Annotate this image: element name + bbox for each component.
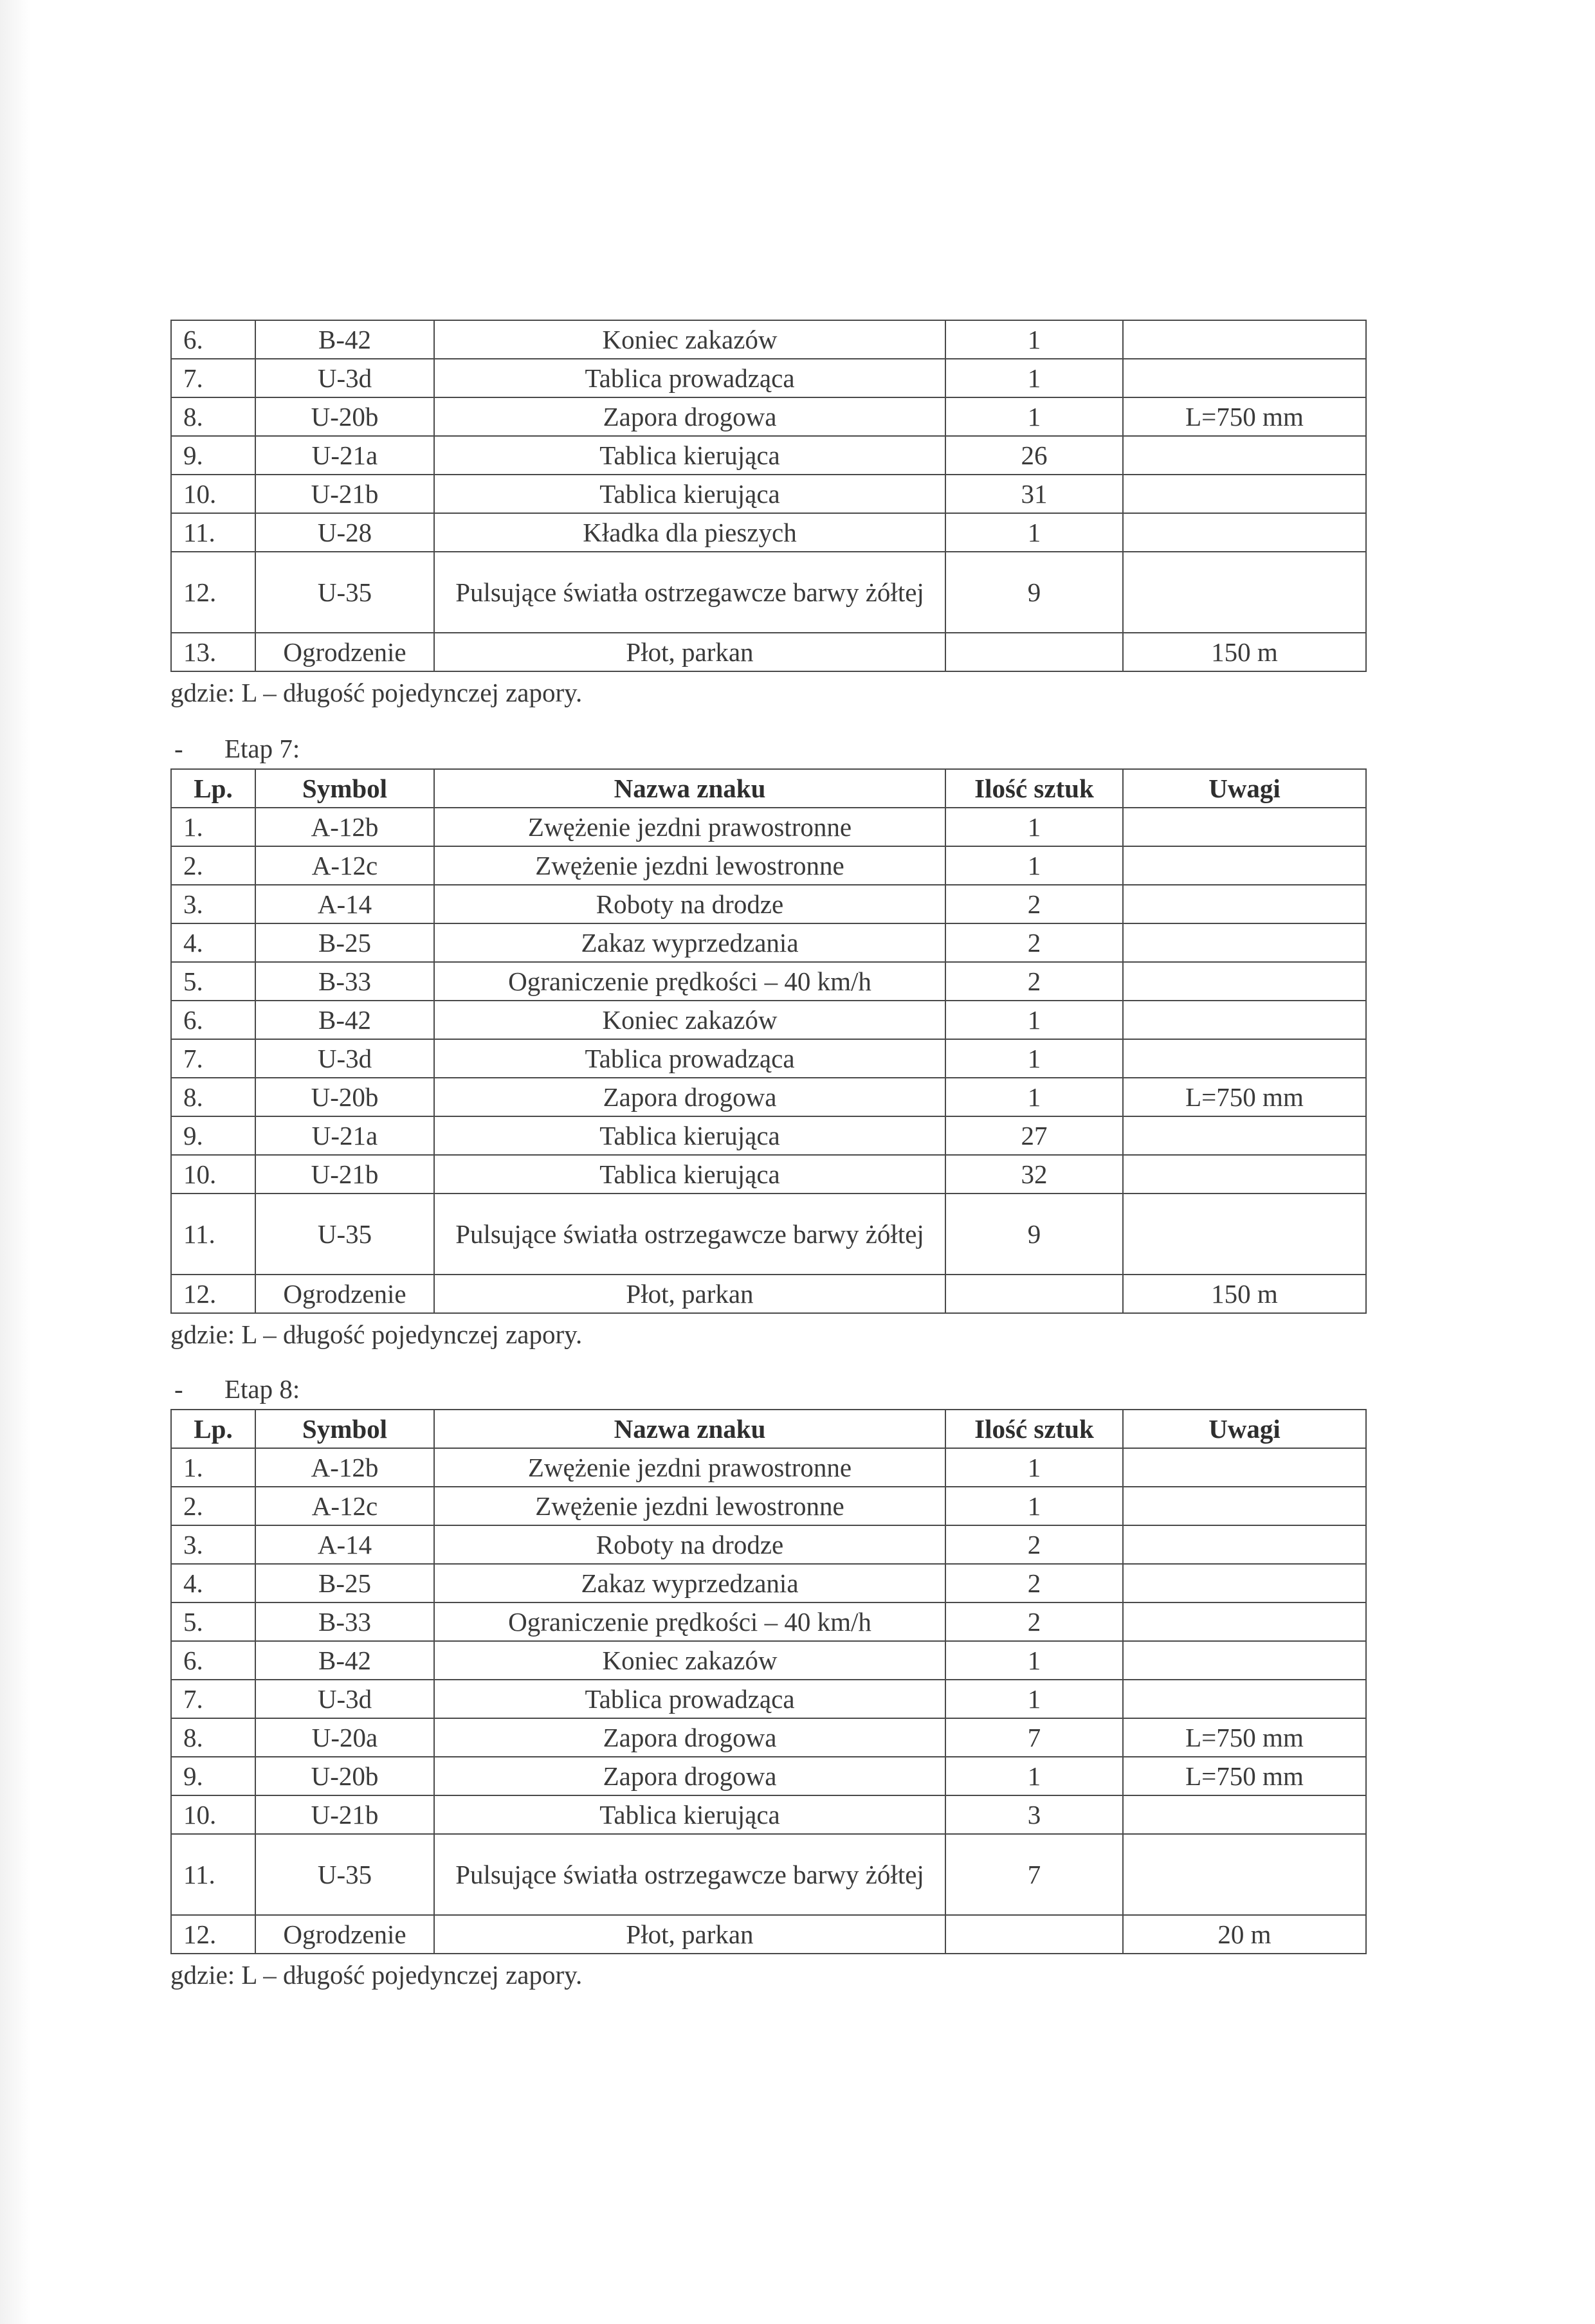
- header-name: Nazwa znaku: [434, 769, 945, 808]
- cell-name: Koniec zakazów: [434, 1001, 945, 1039]
- cell-lp: 10.: [171, 475, 255, 513]
- cell-name: Tablica kierująca: [434, 1795, 945, 1834]
- cell-symbol: U-20b: [255, 1757, 434, 1795]
- cell-lp: 13.: [171, 633, 255, 671]
- cell-name: Tablica kierująca: [434, 436, 945, 475]
- table-row: [171, 1757, 1366, 1795]
- cell-lp: 2.: [171, 1487, 255, 1525]
- cell-symbol: A-14: [255, 1525, 434, 1564]
- footnote: gdzie: L – długość pojedynczej zapory.: [170, 1960, 583, 1990]
- table-row: [171, 397, 1366, 436]
- table-row: [171, 808, 1366, 846]
- cell-qty: 7: [945, 1834, 1123, 1915]
- cell-note: [1123, 1487, 1366, 1525]
- cell-note: [1123, 1039, 1366, 1078]
- cell-lp: 6.: [171, 1641, 255, 1680]
- table-row: [171, 1487, 1366, 1525]
- table-row: [171, 1915, 1366, 1954]
- cell-symbol: U-21b: [255, 1155, 434, 1194]
- cell-lp: 3.: [171, 1525, 255, 1564]
- cell-qty: [945, 633, 1123, 671]
- cell-name: Zapora drogowa: [434, 1718, 945, 1757]
- cell-symbol: U-20b: [255, 1078, 434, 1116]
- cell-name: Koniec zakazów: [434, 320, 945, 359]
- cell-note: [1123, 1448, 1366, 1487]
- table-row: [171, 1078, 1366, 1116]
- cell-qty: 1: [945, 1001, 1123, 1039]
- footnote: gdzie: L – długość pojedynczej zapory.: [170, 1320, 583, 1350]
- heading-dash: -: [174, 734, 183, 763]
- cell-name: Zwężenie jezdni prawostronne: [434, 808, 945, 846]
- cell-symbol: B-42: [255, 1641, 434, 1680]
- cell-symbol: A-12b: [255, 808, 434, 846]
- cell-name: Pulsujące światła ostrzegawcze barwy żółtej: [434, 1834, 945, 1915]
- cell-lp: 12.: [171, 552, 255, 633]
- cell-symbol: Ogrodzenie: [255, 1275, 434, 1313]
- cell-lp: 8.: [171, 1078, 255, 1116]
- table-header-row: [171, 769, 1366, 808]
- header-symbol: Symbol: [255, 769, 434, 808]
- cell-lp: 1.: [171, 1448, 255, 1487]
- cell-qty: 2: [945, 962, 1123, 1001]
- cell-symbol: A-12b: [255, 1448, 434, 1487]
- cell-name: Ograniczenie prędkości – 40 km/h: [434, 1602, 945, 1641]
- cell-symbol: B-33: [255, 962, 434, 1001]
- section-continuation: [170, 320, 1365, 709]
- cell-qty: 2: [945, 1564, 1123, 1602]
- cell-name: Roboty na drodze: [434, 1525, 945, 1564]
- cell-name: Tablica kierująca: [434, 475, 945, 513]
- cell-symbol: U-20b: [255, 397, 434, 436]
- cell-lp: 8.: [171, 397, 255, 436]
- cell-note: [1123, 1525, 1366, 1564]
- cell-qty: 1: [945, 513, 1123, 552]
- cell-name: Tablica kierująca: [434, 1155, 945, 1194]
- cell-qty: 3: [945, 1795, 1123, 1834]
- cell-lp: 6.: [171, 320, 255, 359]
- cell-symbol: B-25: [255, 923, 434, 962]
- cell-qty: 2: [945, 1525, 1123, 1564]
- table-row: [171, 552, 1366, 633]
- cell-symbol: A-14: [255, 885, 434, 923]
- cell-symbol: U-21a: [255, 436, 434, 475]
- cell-lp: 11.: [171, 513, 255, 552]
- header-lp: Lp.: [171, 769, 255, 808]
- cell-name: Zwężenie jezdni lewostronne: [434, 1487, 945, 1525]
- table-row: [171, 885, 1366, 923]
- cell-qty: 1: [945, 1641, 1123, 1680]
- cell-note: 150 m: [1123, 1275, 1366, 1313]
- cell-name: Zapora drogowa: [434, 1078, 945, 1116]
- cell-symbol: Ogrodzenie: [255, 633, 434, 671]
- section-etap-8: [170, 1374, 1365, 1991]
- cell-lp: 9.: [171, 1757, 255, 1795]
- cell-name: Tablica prowadząca: [434, 1680, 945, 1718]
- table-row: [171, 1275, 1366, 1313]
- cell-qty: [945, 1915, 1123, 1954]
- cell-qty: 1: [945, 1680, 1123, 1718]
- cell-qty: 1: [945, 1757, 1123, 1795]
- scan-edge-shadow: [0, 0, 31, 2324]
- cell-symbol: U-3d: [255, 359, 434, 397]
- cell-symbol: B-42: [255, 320, 434, 359]
- cell-qty: 1: [945, 1448, 1123, 1487]
- cell-note: [1123, 808, 1366, 846]
- cell-lp: 5.: [171, 1602, 255, 1641]
- cell-lp: 1.: [171, 808, 255, 846]
- cell-note: L=750 mm: [1123, 1718, 1366, 1757]
- cell-lp: 12.: [171, 1915, 255, 1954]
- cell-qty: 2: [945, 923, 1123, 962]
- cell-lp: 8.: [171, 1718, 255, 1757]
- cell-symbol: U-35: [255, 1194, 434, 1275]
- cell-qty: 27: [945, 1116, 1123, 1155]
- table-row: [171, 513, 1366, 552]
- cell-symbol: Ogrodzenie: [255, 1915, 434, 1954]
- cell-name: Płot, parkan: [434, 633, 945, 671]
- cell-name: Płot, parkan: [434, 1915, 945, 1954]
- cell-symbol: U-21a: [255, 1116, 434, 1155]
- cell-note: [1123, 320, 1366, 359]
- cell-note: [1123, 1116, 1366, 1155]
- cell-lp: 11.: [171, 1834, 255, 1915]
- cell-note: L=750 mm: [1123, 397, 1366, 436]
- cell-name: Kładka dla pieszych: [434, 513, 945, 552]
- cell-lp: 10.: [171, 1155, 255, 1194]
- cell-note: [1123, 552, 1366, 633]
- table-row: [171, 1641, 1366, 1680]
- header-symbol: Symbol: [255, 1410, 434, 1448]
- cell-qty: 1: [945, 1487, 1123, 1525]
- cell-symbol: U-28: [255, 513, 434, 552]
- cell-lp: 7.: [171, 359, 255, 397]
- cell-lp: 7.: [171, 1039, 255, 1078]
- cell-symbol: U-3d: [255, 1039, 434, 1078]
- cell-lp: 3.: [171, 885, 255, 923]
- cell-note: [1123, 1155, 1366, 1194]
- cell-lp: 4.: [171, 923, 255, 962]
- table-row: [171, 962, 1366, 1001]
- cell-lp: 10.: [171, 1795, 255, 1834]
- cell-qty: 31: [945, 475, 1123, 513]
- cell-name: Pulsujące światła ostrzegawcze barwy żółtej: [434, 1194, 945, 1275]
- section-etap-7: [170, 733, 1365, 1350]
- cell-note: [1123, 1641, 1366, 1680]
- cell-note: 20 m: [1123, 1915, 1366, 1954]
- cell-symbol: U-35: [255, 1834, 434, 1915]
- cell-lp: 11.: [171, 1194, 255, 1275]
- table-row: [171, 1834, 1366, 1915]
- cell-qty: 7: [945, 1718, 1123, 1757]
- table-row: [171, 923, 1366, 962]
- cell-lp: 6.: [171, 1001, 255, 1039]
- table-row: [171, 1116, 1366, 1155]
- cell-lp: 9.: [171, 436, 255, 475]
- table-row: [171, 1001, 1366, 1039]
- cell-name: Zakaz wyprzedzania: [434, 1564, 945, 1602]
- cell-note: [1123, 513, 1366, 552]
- cell-name: Płot, parkan: [434, 1275, 945, 1313]
- cell-note: [1123, 359, 1366, 397]
- table-row: [171, 1795, 1366, 1834]
- header-lp: Lp.: [171, 1410, 255, 1448]
- cell-qty: 1: [945, 397, 1123, 436]
- cell-symbol: U-20a: [255, 1718, 434, 1757]
- header-qty: Ilość sztuk: [945, 769, 1123, 808]
- cell-lp: 2.: [171, 846, 255, 885]
- cell-name: Zapora drogowa: [434, 1757, 945, 1795]
- cell-symbol: B-42: [255, 1001, 434, 1039]
- cell-lp: 9.: [171, 1116, 255, 1155]
- table-row: [171, 1564, 1366, 1602]
- cell-note: [1123, 1564, 1366, 1602]
- cell-symbol: U-21b: [255, 475, 434, 513]
- signs-table: [170, 320, 1367, 672]
- cell-symbol: U-21b: [255, 1795, 434, 1834]
- cell-note: [1123, 1834, 1366, 1915]
- heading-text: Etap 7:: [224, 734, 300, 763]
- header-name: Nazwa znaku: [434, 1410, 945, 1448]
- cell-symbol: U-35: [255, 552, 434, 633]
- cell-symbol: U-3d: [255, 1680, 434, 1718]
- cell-note: [1123, 962, 1366, 1001]
- cell-name: Zakaz wyprzedzania: [434, 923, 945, 962]
- section-heading: [170, 733, 1365, 765]
- cell-note: L=750 mm: [1123, 1757, 1366, 1795]
- cell-name: Koniec zakazów: [434, 1641, 945, 1680]
- table-row: [171, 1680, 1366, 1718]
- cell-symbol: A-12c: [255, 846, 434, 885]
- cell-name: Ograniczenie prędkości – 40 km/h: [434, 962, 945, 1001]
- cell-note: L=750 mm: [1123, 1078, 1366, 1116]
- heading-text: Etap 8:: [224, 1374, 300, 1404]
- table-row: [171, 1525, 1366, 1564]
- cell-qty: 9: [945, 1194, 1123, 1275]
- footnote: gdzie: L – długość pojedynczej zapory.: [170, 678, 583, 707]
- cell-qty: 2: [945, 1602, 1123, 1641]
- section-heading: [170, 1374, 1365, 1405]
- table-row: [171, 1718, 1366, 1757]
- table-row: [171, 633, 1366, 671]
- cell-name: Tablica kierująca: [434, 1116, 945, 1155]
- header-note: Uwagi: [1123, 1410, 1366, 1448]
- cell-lp: 7.: [171, 1680, 255, 1718]
- table-row: [171, 1194, 1366, 1275]
- cell-note: 150 m: [1123, 633, 1366, 671]
- table-row: [171, 475, 1366, 513]
- cell-note: [1123, 885, 1366, 923]
- table-row: [171, 846, 1366, 885]
- header-note: Uwagi: [1123, 769, 1366, 808]
- table-row: [171, 359, 1366, 397]
- cell-name: Tablica prowadząca: [434, 1039, 945, 1078]
- cell-qty: 1: [945, 846, 1123, 885]
- cell-name: Roboty na drodze: [434, 885, 945, 923]
- cell-qty: 1: [945, 1039, 1123, 1078]
- cell-symbol: B-33: [255, 1602, 434, 1641]
- cell-name: Pulsujące światła ostrzegawcze barwy żółtej: [434, 552, 945, 633]
- cell-note: [1123, 1680, 1366, 1718]
- cell-qty: 1: [945, 808, 1123, 846]
- cell-note: [1123, 923, 1366, 962]
- signs-table: [170, 768, 1367, 1314]
- cell-symbol: B-25: [255, 1564, 434, 1602]
- table-row: [171, 436, 1366, 475]
- cell-note: [1123, 846, 1366, 885]
- heading-dash: -: [174, 1374, 183, 1404]
- table-row: [171, 1039, 1366, 1078]
- cell-name: Zapora drogowa: [434, 397, 945, 436]
- table-row: [171, 1448, 1366, 1487]
- cell-lp: 5.: [171, 962, 255, 1001]
- cell-name: Zwężenie jezdni lewostronne: [434, 846, 945, 885]
- cell-qty: 1: [945, 1078, 1123, 1116]
- table-row: [171, 1602, 1366, 1641]
- cell-qty: 9: [945, 552, 1123, 633]
- table-row: [171, 320, 1366, 359]
- cell-note: [1123, 436, 1366, 475]
- cell-qty: 2: [945, 885, 1123, 923]
- cell-name: Tablica prowadząca: [434, 359, 945, 397]
- table-header-row: [171, 1410, 1366, 1448]
- cell-note: [1123, 1001, 1366, 1039]
- cell-symbol: A-12c: [255, 1487, 434, 1525]
- cell-lp: 12.: [171, 1275, 255, 1313]
- cell-name: Zwężenie jezdni prawostronne: [434, 1448, 945, 1487]
- cell-note: [1123, 1795, 1366, 1834]
- cell-qty: 1: [945, 320, 1123, 359]
- cell-qty: [945, 1275, 1123, 1313]
- cell-qty: 32: [945, 1155, 1123, 1194]
- cell-qty: 1: [945, 359, 1123, 397]
- cell-note: [1123, 475, 1366, 513]
- table-row: [171, 1155, 1366, 1194]
- cell-note: [1123, 1602, 1366, 1641]
- cell-lp: 4.: [171, 1564, 255, 1602]
- header-qty: Ilość sztuk: [945, 1410, 1123, 1448]
- cell-note: [1123, 1194, 1366, 1275]
- signs-table: [170, 1409, 1367, 1954]
- cell-qty: 26: [945, 436, 1123, 475]
